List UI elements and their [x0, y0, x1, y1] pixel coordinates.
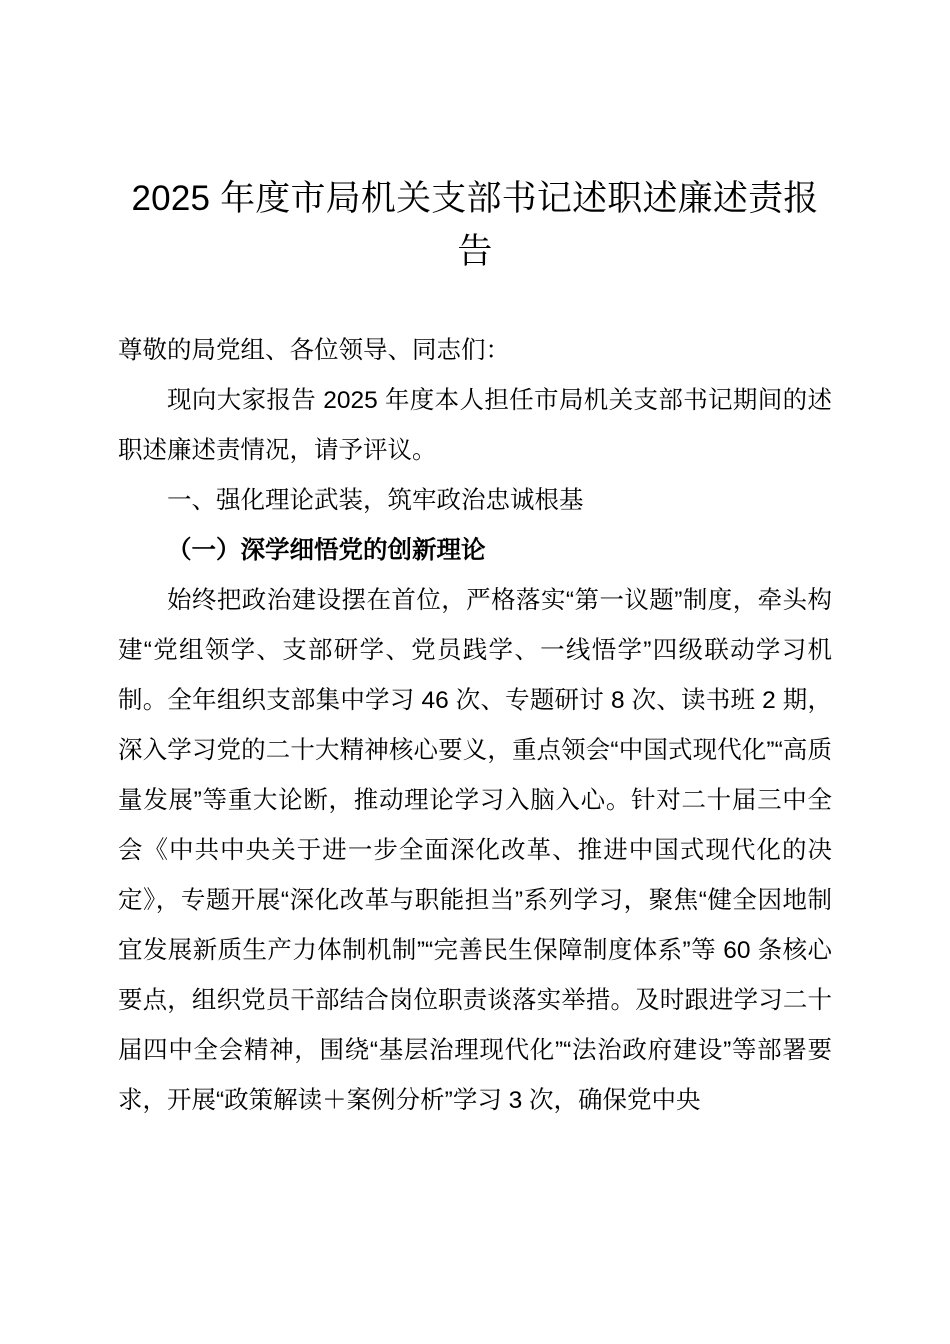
subsection-body-paragraph: 始终把政治建设摆在首位，严格落实“第一议题”制度，牵头构建“党组领学、支部研学、党员践学、一线悟学”四级联动学习机制。全年组织支部集中学习 46 次、专题研讨 8 次、读书班 2 期，深入学习党的二十大精神核心要义，重点领会“中国式现代化”“高质量发展”等重大论断，推动理论学习入脑入心。针对二十届三中全会《中共中央关于进一步全面深化改革、推进中国式现代化的决定》，专题开展“深化改革与职能担当”系列学习，聚焦“健全因地制宜发展新质生产力体制机制”“完善民生保障制度体系”等 60 条核心要点，组织党员干部结合岗位职责谈落实举措。及时跟进学习二十届四中全会精神，围绕“基层治理现代化”“法治政府建设”等部署要求，开展“政策解读＋案例分析”学习 3 次，确保党中央 [118, 587, 832, 1114]
document-content [118, 0, 832, 1126]
page-title: 2025 年度市局机关支部书记述职述廉述责报告 [131, 179, 819, 271]
subsection-heading-one: （一）深学细悟党的创新理论 [167, 537, 486, 564]
salutation-line: 尊敬的局党组、各位领导、同志们： [118, 337, 510, 364]
intro-paragraph: 现向大家报告 2025 年度本人担任市局机关支部书记期间的述职述廉述责情况，请予评议。 [118, 387, 832, 464]
section-heading-one: 一、强化理论武装，筑牢政治忠诚根基 [167, 487, 584, 514]
